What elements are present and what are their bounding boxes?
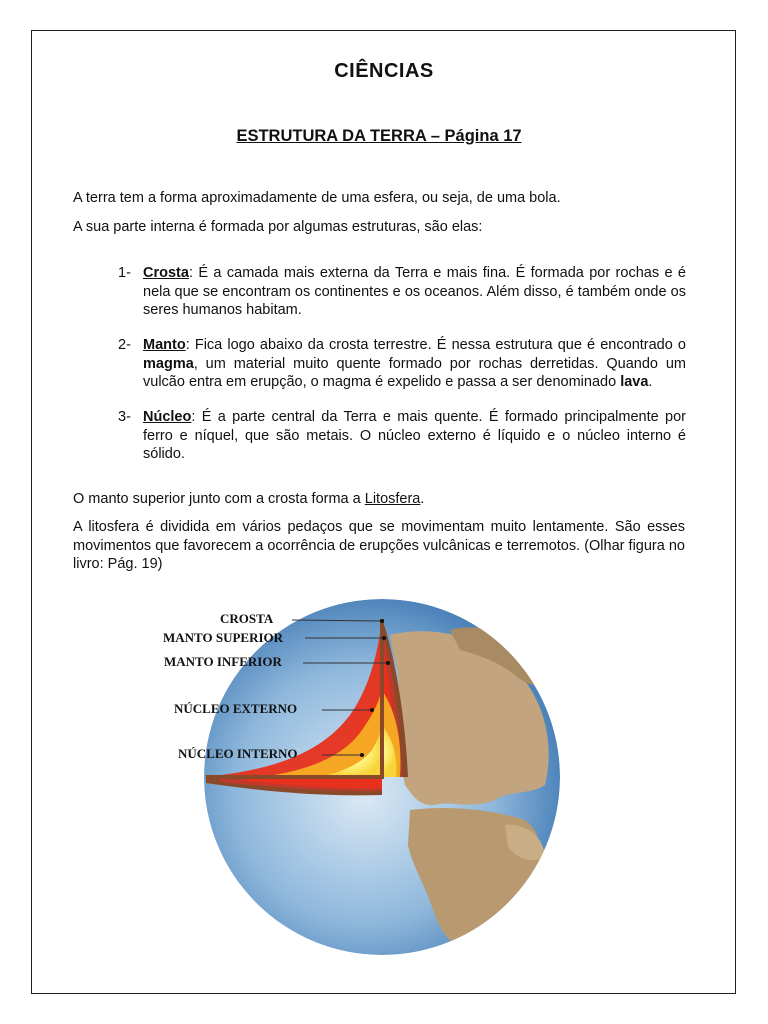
crosta-description: : É a camada mais externa da Terra e mais fina. É formada por rochas e é nela que se encontram os continentes e os oceanos. Além disso, é também onde os seres humanos habitam. — [143, 265, 686, 318]
label-crosta: CROSTA — [220, 611, 274, 626]
leader-dot-nucleo-interno — [360, 753, 364, 757]
intro-line-2: A sua parte interna é formada por algumas estruturas, são elas: — [73, 219, 483, 235]
leader-dot-nucleo-externo — [370, 708, 374, 712]
list-item-text — [143, 336, 686, 392]
leader-dot-manto-superior — [382, 636, 386, 640]
earth-structure-illustration — [150, 595, 580, 955]
list-number: 3- — [118, 409, 131, 425]
term-magma: magma — [143, 355, 194, 372]
land-europe — [390, 631, 549, 805]
manto-description-2: , um material muito quente formado por rochas derretidas. Quando um vulcão entra em erupção, o magma é expelido e passa a ser denominado — [143, 355, 686, 390]
term-lava: lava — [620, 374, 649, 390]
term-crosta: Crosta — [143, 265, 189, 281]
earth-structure-figure — [150, 595, 580, 955]
leader-dot-manto-inferior — [386, 661, 390, 665]
intro-line-1: A terra tem a forma aproximadamente de uma esfera, ou seja, de uma bola. — [73, 190, 561, 206]
manto-description-1: : Fica logo abaixo da crosta terrestre. É nessa estrutura que é encontrado o — [185, 337, 686, 353]
label-nucleo-interno: NÚCLEO INTERNO — [178, 746, 298, 761]
leader-dot-crosta — [380, 619, 384, 623]
movement-paragraph: A litosfera é dividida em vários pedaços que se movimentam muito lentamente. São esses movimentos que favorecem a ocorrência de erupções vulcânicas e terremotos. (Olhar figura no livro: Pág. 19) — [73, 519, 685, 572]
term-litosfera: Litosfera — [364, 491, 421, 507]
list-number: 2- — [118, 337, 131, 353]
list-item-text — [143, 264, 686, 320]
label-manto-superior: MANTO SUPERIOR — [163, 630, 284, 645]
page-title: CIÊNCIAS — [334, 60, 434, 82]
label-manto-inferior: MANTO INFERIOR — [164, 654, 282, 669]
nucleo-description: : É a parte central da Terra e mais quente. É formado principalmente por ferro e níquel, que são metais. O núcleo externo é líquido e o núcleo interno é sólido. — [143, 409, 686, 462]
litosfera-before: O manto superior junto com a crosta forma a — [73, 491, 365, 507]
litosfera-paragraph — [73, 490, 685, 509]
manto-description-3: . — [648, 374, 653, 390]
page-subtitle: ESTRUTURA DA TERRA – Página 17 — [236, 127, 522, 145]
term-nucleo: Núcleo — [143, 409, 192, 425]
label-nucleo-externo: NÚCLEO EXTERNO — [174, 701, 298, 716]
term-manto: Manto — [143, 337, 186, 353]
litosfera-after: . — [420, 491, 425, 507]
list-item-text — [143, 408, 686, 464]
list-number: 1- — [118, 265, 131, 281]
